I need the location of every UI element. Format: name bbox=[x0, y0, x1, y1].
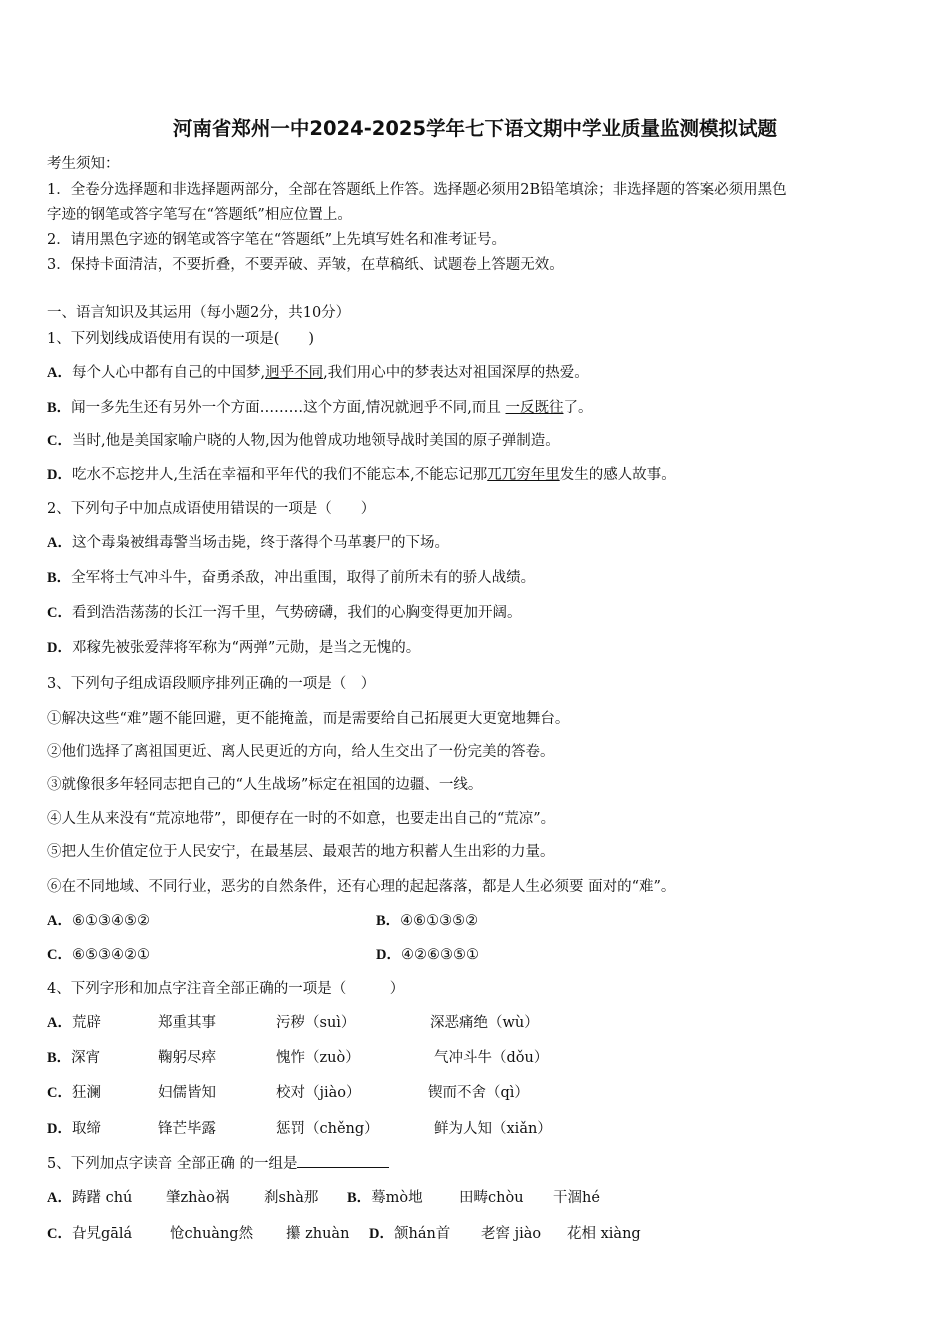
question-2-option-a: A．这个毒枭被缉毒警当场击毙，终于落得个马革裹尸的下场。 bbox=[47, 535, 449, 551]
question-3-option-c: C．⑥⑤③④②① bbox=[47, 947, 150, 963]
question-2-stem: 2、下列句子中加点成语使用错误的一项是（ ） bbox=[47, 501, 376, 517]
question-3-sentence-6: ⑥在不同地域、不同行业，恶劣的自然条件，还有心理的起起落落，都是人生必须要 面对的“难”。 bbox=[47, 879, 676, 895]
question-1-option-b: B．闻一多先生还有另外一个方面………这个方面,情况就迥乎不同,而且 一反既往了。 bbox=[47, 400, 593, 416]
page-title: 河南省郑州一中2024-2025学年七下语文期中学业质量监测模拟试题 bbox=[172, 117, 778, 140]
question-2-option-b: B．全军将士气冲斗牛，奋勇杀敌，冲出重围，取得了前所未有的骄人战绩。 bbox=[47, 570, 536, 586]
answer-blank bbox=[297, 1154, 389, 1168]
question-3-option-b: B．④⑥①③⑤② bbox=[376, 913, 479, 929]
question-4-stem: 4、下列字形和加点字注音全部正确的一项是（ ） bbox=[47, 981, 405, 997]
question-1-option-a: A．每个人心中都有自己的中国梦,迥乎不同,我们用心中的梦表达对祖国深厚的热爱。 bbox=[47, 365, 589, 381]
question-3-sentence-5: ⑤把人生价值定位于人民安宁，在最基层、最艰苦的地方积蓄人生出彩的力量。 bbox=[47, 844, 555, 860]
section-heading: 一、语言知识及其运用（每小题2分，共10分） bbox=[47, 305, 351, 321]
notice-heading: 考生须知： bbox=[47, 156, 120, 172]
question-3-sentence-2: ②他们选择了离祖国更近、离人民更近的方向，给人生交出了一份完美的答卷。 bbox=[47, 744, 555, 760]
notice-item-1: 1．全卷分选择题和非选择题两部分，全部在答题纸上作答。选择题必须用2B铅笔填涂；非选择题的答案必须用黑色 bbox=[47, 182, 787, 198]
question-1-option-d: D．吃水不忘挖井人,生活在幸福和平年代的我们不能忘本,不能忘记那兀兀穷年里发生的感人故事。 bbox=[47, 467, 676, 483]
exam-page: 河南省郑州一中2024-2025学年七下语文期中学业质量监测模拟试题 考生须知： 1．全卷分选择题和非选择题两部分，全部在答题纸上作答。选择题必须用2B铅笔填涂；非选择题的答案必须用黑色 字迹的钢笔或答字笔写在“答题纸”相应位置上。 2．请用黑色字迹的钢笔或答字笔在“答题纸”上先填写姓名和准考证号。 3．保持卡面清洁，不要折叠，不要弄破、弄皱，在草稿纸、试题卷上答题无效。 一、语言知识及其运用（每小题2分，共10分） 1、下列划线成语使用有误的一项是( ) A．每个人心中都有自己的中国梦,迥乎不同,我们用心中的梦表达对祖国深厚的热爱。 B．闻一多先生还有另外一个方面………这个方面,情况就迥乎不同,而且 一反既往了。 C．当时,他是美国家喻户晓的人物,因为他曾成功地领导战时美国的原子弹制造。 D．吃水不忘挖井人,生活在幸福和平年代的我们不能忘本,不能忘记那兀兀穷年里发生的感人故事。 2、下列句子中加点成语使用错误的一项是（ ） A．这个毒枭被缉毒警当场击毙，终于落得个马革裹尸的下场。 B．全军将士气冲斗牛，奋勇杀敌，冲出重围，取得了前所未有的骄人战绩。 C．看到浩浩荡荡的长江一泻千里，气势磅礴，我们的心胸变得更加开阔。 D．邓稼先被张爱萍将军称为“两弹”元勋，是当之无愧的。 3、下列句子组成语段顺序排列正确的一项是（ ） ①解决这些“难”题不能回避，更不能掩盖，而是需要给自己拓展更大更宽地舞台。 ②他们选择了离祖国更近、离人民更近的方向，给人生交出了一份完美的答卷。 ③就像很多年轻同志把自己的“人生战场”标定在祖国的边疆、一线。 ④人生从来没有“荒凉地带”，即便存在一时的不如意，也要走出自己的“荒凉”。 ⑤把人生价值定位于人民安宁，在最基层、最艰苦的地方积蓄人生出彩的力量。 ⑥在不同地域、不同行业，恶劣的自然条件，还有心理的起起落落，都是人生必须要 面对的“难”。 A．⑥①③④⑤② B．④⑥①③⑤② C．⑥⑤③④②① D．④②⑥③⑤① 4、下列字形和加点字注音全部正确的一项是（ ） A．荒辟 郑重其事 污秽（suì） 深恶痛绝（wù） B．深宵 鞠躬尽瘁 愧怍（zuò） 气冲斗牛（dǒu） C．狂澜 妇儒皆知 校对（jiào） 锲而不舍（qì） D．取缔 锋芒毕露 惩罚（chěng） 鲜为人知（xiǎn） 5、下列加点字读音 全部正确 的一组是 A．踌躇 chú 肇zhào祸 刹shà那 B．蓦mò地 田畴chòu 干涸hé C．旮旯gālá 怆chuàng然 攥 zhuàn D．颔hán首 老窖 jiào 花相 xiàng bbox=[0, 0, 950, 1344]
notice-item-2: 2．请用黑色字迹的钢笔或答字笔在“答题纸”上先填写姓名和准考证号。 bbox=[47, 232, 507, 248]
question-3-sentence-3: ③就像很多年轻同志把自己的“人生战场”标定在祖国的边疆、一线。 bbox=[47, 777, 483, 793]
question-3-stem: 3、下列句子组成语段顺序排列正确的一项是（ ） bbox=[47, 676, 376, 692]
question-3-option-a: A．⑥①③④⑤② bbox=[47, 913, 150, 929]
question-1-option-c: C．当时,他是美国家喻户晓的人物,因为他曾成功地领导战时美国的原子弹制造。 bbox=[47, 433, 560, 449]
question-5-option-a: A．踌躇 chú bbox=[47, 1190, 133, 1206]
question-2-option-d: D．邓稼先被张爱萍将军称为“两弹”元勋，是当之无愧的。 bbox=[47, 640, 421, 656]
question-3-sentence-1: ①解决这些“难”题不能回避，更不能掩盖，而是需要给自己拓展更大更宽地舞台。 bbox=[47, 711, 570, 727]
question-5-stem: 5、下列加点字读音 全部正确 的一组是 bbox=[47, 1152, 389, 1173]
notice-item-3: 3．保持卡面清洁，不要折叠，不要弄破、弄皱，在草稿纸、试题卷上答题无效。 bbox=[47, 257, 564, 273]
question-3-option-d: D．④②⑥③⑤① bbox=[376, 947, 479, 963]
question-2-option-c: C．看到浩浩荡荡的长江一泻千里，气势磅礴，我们的心胸变得更加开阔。 bbox=[47, 605, 522, 621]
question-1-stem: 1、下列划线成语使用有误的一项是( ) bbox=[47, 331, 315, 347]
question-5-option-c: C．旮旯gālá bbox=[47, 1226, 133, 1242]
question-3-sentence-4: ④人生从来没有“荒凉地带”，即便存在一时的不如意，也要走出自己的“荒凉”。 bbox=[47, 811, 556, 827]
notice-item-1-cont: 字迹的钢笔或答字笔写在“答题纸”相应位置上。 bbox=[47, 207, 352, 223]
question-5-option-b: B．蓦mò地 bbox=[347, 1190, 423, 1206]
question-5-option-d: D．颔hán首 bbox=[369, 1226, 451, 1242]
